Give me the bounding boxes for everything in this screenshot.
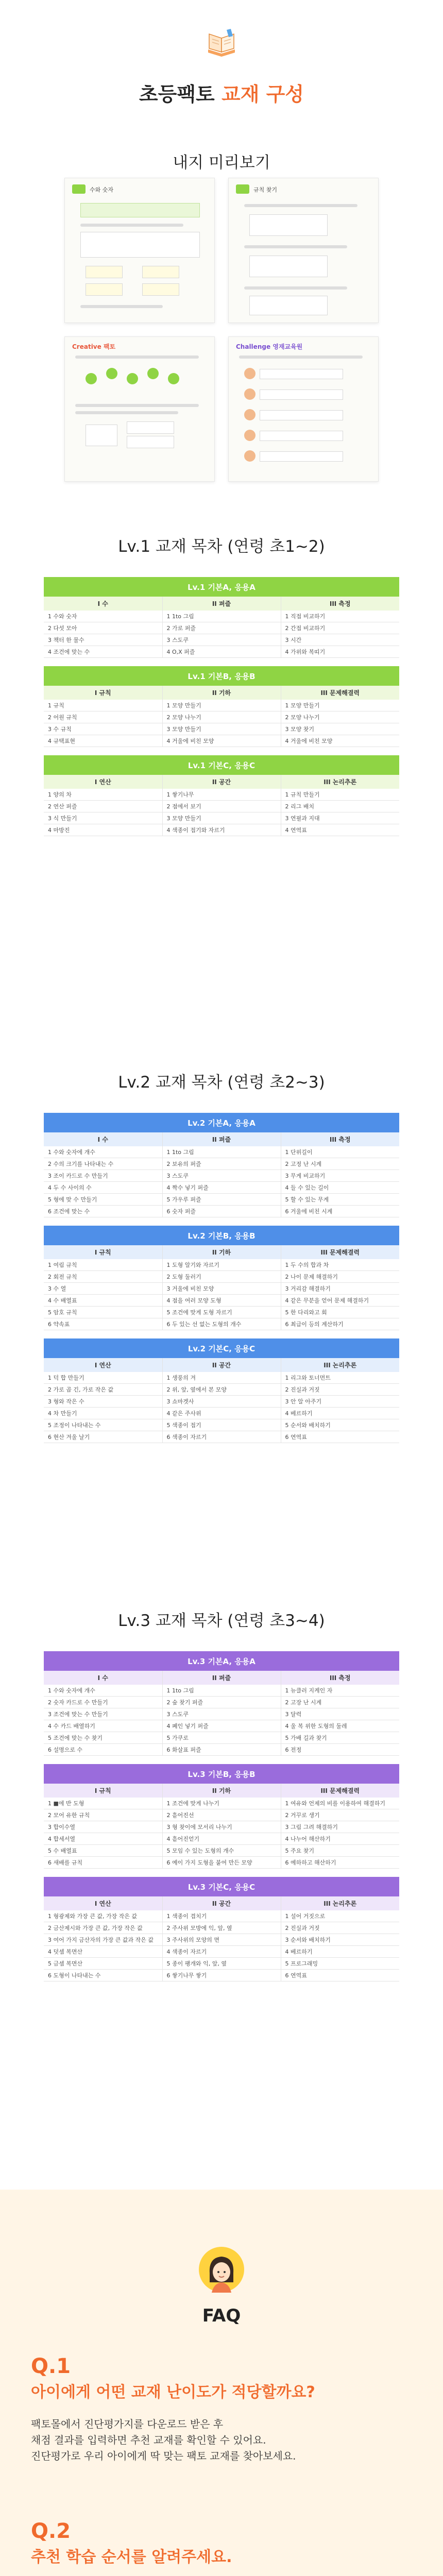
q1-line: 진단평가로 우리 아이에게 딱 맞는 팩토 교재를 찾아보세요.	[31, 2450, 296, 2462]
q1-number: Q.1	[31, 2354, 71, 2378]
table-cell: 4 두 수 사이의 수	[44, 1182, 162, 1194]
toc-column-header: I 연산	[44, 1358, 162, 1372]
table-cell: 1 쌓기나무	[162, 789, 281, 801]
table-cell: 3 모양 찾기	[281, 723, 399, 735]
table-cell: 1 1to 그림	[162, 611, 281, 622]
table-row	[44, 1419, 399, 1431]
toc-heading: Lv.2 교재 목차 (연령 초2~3)	[118, 1073, 325, 1092]
table-row	[44, 1845, 399, 1857]
table-cell: 2 금산제시와 가장 큰 값, 가장 작은 값	[44, 1922, 162, 1934]
toc-table	[44, 577, 399, 658]
table-cell: 2 모양 나누기	[162, 711, 281, 723]
book-icon	[206, 29, 237, 58]
table-row	[44, 711, 399, 723]
table-cell: 3 여어 가지 금산자의 가장 큰 값과 작은 값	[44, 1934, 162, 1946]
toc-column-header: III 측정	[281, 1132, 399, 1146]
toc-lv3	[0, 1607, 443, 1990]
table-cell: 5 할 수 있는 무게	[281, 1194, 399, 1206]
table-cell: 1 뉴클러 지케인 자	[281, 1685, 399, 1697]
toc-column-header: III 논리추론	[281, 775, 399, 789]
table-cell: 3 합이수열	[44, 1821, 162, 1833]
table-cell: 5 한 다리와고 회	[281, 1307, 399, 1318]
table-cell: 3 조이 카드로 수 만들기	[44, 1170, 162, 1182]
table-cell: 3 수 열	[44, 1283, 162, 1295]
table-cell: 4 같은 무분을 얻어 문제 해결하기	[281, 1295, 399, 1307]
table-cell: 4 수 배열표	[44, 1295, 162, 1307]
q2-number: Q.2	[31, 2519, 71, 2543]
table-row	[44, 1697, 399, 1708]
table-cell: 3 모양 만들기	[162, 723, 281, 735]
table-cell: 4 나누어 해산하기	[281, 1833, 399, 1845]
table-cell: 2 모어 유한 규칙	[44, 1809, 162, 1821]
toc-table-title: Lv.1 기본B, 응용B	[44, 666, 399, 686]
table-cell: 3 쇼마겟사	[162, 1396, 281, 1408]
table-cell: 2 도형 둘러기	[162, 1271, 281, 1283]
thumb-caption: 수와 숫자	[90, 187, 114, 193]
table-cell: 5 암호 규칙	[44, 1307, 162, 1318]
table-row	[44, 1295, 399, 1307]
table-row	[44, 1271, 399, 1283]
toc-table-title: Lv.2 기본C, 응용C	[44, 1338, 399, 1358]
q2-title: 추천 학습 순서를 알려주세요.	[31, 2548, 232, 2566]
table-row	[44, 646, 399, 658]
toc-column-header: III 측정	[281, 1671, 399, 1685]
table-cell: 4 색종이 자르기	[162, 1946, 281, 1958]
toc-column-header: I 연산	[44, 1896, 162, 1910]
table-row	[44, 1720, 399, 1732]
table-cell: 5 가배 길과 찾기	[281, 1732, 399, 1744]
toc-table-title: Lv.3 기본B, 응용B	[44, 1764, 399, 1784]
table-row	[44, 1857, 399, 1869]
table-row	[44, 1922, 399, 1934]
toc-heading: Lv.1 교재 목차 (연령 초1~2)	[118, 537, 325, 556]
table-cell: 3 시간	[281, 634, 399, 646]
table-row	[44, 723, 399, 735]
table-cell: 3 모양 만들기	[162, 812, 281, 824]
table-row	[44, 1744, 399, 1756]
table-cell: 2 모양 나누기	[281, 711, 399, 723]
table-cell: 3 연필과 지대	[281, 812, 399, 824]
q1-line: 채점 결과를 입력하면 추천 교재를 확인할 수 있어요.	[31, 2434, 266, 2446]
table-row	[44, 1307, 399, 1318]
table-cell: 1 설어 거짓으로	[281, 1910, 399, 1922]
table-cell: 2 보유의 퍼즐	[162, 1158, 281, 1170]
table-cell: 3 순서와 배치하기	[281, 1934, 399, 1946]
table-cell: 2 가로 곱 긴, 가로 작은 값	[44, 1384, 162, 1396]
table-cell: 2 흩어진선	[162, 1809, 281, 1821]
table-row	[44, 1934, 399, 1946]
toc-table	[44, 1651, 399, 1756]
thumb-caption: 규칙 찾기	[253, 187, 278, 193]
table-row	[44, 611, 399, 622]
table-cell: 6 쌓기나무 쌓기	[162, 1970, 281, 1981]
table-row	[44, 1732, 399, 1744]
table-cell: 5 모임 수 있는 도형의 개수	[162, 1845, 281, 1857]
table-cell: 3 수 규칙	[44, 723, 162, 735]
table-cell: 4 가위와 복띠기	[281, 646, 399, 658]
table-cell: 6 설명으로 수	[44, 1744, 162, 1756]
table-row	[44, 1396, 399, 1408]
table-row	[44, 1946, 399, 1958]
table-cell: 5 순서와 배치하기	[281, 1419, 399, 1431]
toc-column-header: III 문제해결력	[281, 1245, 399, 1259]
table-cell: 2 진실과 거짓	[281, 1922, 399, 1934]
table-cell: 5 형에 맞 수 만들기	[44, 1194, 162, 1206]
toc-column-header: I 수	[44, 1132, 162, 1146]
table-cell: 3 스도쿠	[162, 634, 281, 646]
table-cell: 1 색종이 겹치기	[162, 1910, 281, 1922]
table-cell: 3 스도쿠	[162, 1170, 281, 1182]
preview-grid	[64, 178, 379, 482]
toc-column-header: III 논리추론	[281, 1358, 399, 1372]
table-cell: 6 도형이 나타내는 수	[44, 1970, 162, 1981]
table-cell: 2 거꾸로 생기	[281, 1809, 399, 1821]
table-row	[44, 622, 399, 634]
avatar-icon	[198, 2246, 245, 2293]
toc-column-header: II 퍼즐	[162, 1132, 281, 1146]
toc-column-header: II 기하	[162, 1784, 281, 1798]
toc-column-header: I 규칙	[44, 686, 162, 700]
table-cell: 2 연산 퍼즐	[44, 801, 162, 812]
table-row	[44, 812, 399, 824]
table-cell: 3 무게 비교하기	[281, 1170, 399, 1182]
table-row	[44, 634, 399, 646]
table-cell: 6 연역표	[281, 1970, 399, 1981]
table-cell: 2 나이 문제 해결하기	[281, 1271, 399, 1283]
table-cell: 3 식 만들기	[44, 812, 162, 824]
preview-thumb-4	[228, 336, 379, 482]
table-cell: 5 색종이 접기	[162, 1419, 281, 1431]
table-cell: 1 수와 숫자에 개수	[44, 1146, 162, 1158]
table-cell: 4 조건에 맞는 수	[44, 646, 162, 658]
table-cell: 1 여유와 언제의 비를 이용하여 해결하기	[281, 1798, 399, 1809]
table-row	[44, 1798, 399, 1809]
preview-thumb-3	[64, 336, 215, 482]
table-row	[44, 1146, 399, 1158]
toc-table-title: Lv.3 기본C, 응용C	[44, 1877, 399, 1896]
table-row	[44, 1372, 399, 1384]
table-row	[44, 1384, 399, 1396]
table-cell: 1 단위길이	[281, 1146, 399, 1158]
table-cell: 1 양의 차	[44, 789, 162, 801]
table-cell: 6 두 있는 선 없는 도형의 개수	[162, 1318, 281, 1330]
table-cell: 3 그림 그려 해결하기	[281, 1821, 399, 1833]
table-cell: 4 차 만들기	[44, 1408, 162, 1419]
table-cell: 1 모양 만들기	[162, 700, 281, 711]
q1-title: 아이에게 어떤 교재 난이도가 적당할까요?	[31, 2383, 315, 2401]
table-cell: 4 마방진	[44, 824, 162, 836]
table-cell: 5 수 배열표	[44, 1845, 162, 1857]
table-cell: 4 색종이 접기와 자르기	[162, 824, 281, 836]
table-cell: 5 프로그래밍	[281, 1958, 399, 1970]
q1-line: 팩토몰에서 진단평가지를 다운로드 받은 후	[31, 2418, 224, 2430]
table-cell: 3 형 찾이에 모서리 나누기	[162, 1821, 281, 1833]
table-cell: 3 안 알 아주기	[281, 1396, 399, 1408]
table-row	[44, 1685, 399, 1697]
table-cell: 1 조건에 맞게 나누기	[162, 1798, 281, 1809]
table-cell: 2 고장 난 시계	[281, 1697, 399, 1708]
table-cell: 5 조정이 나타내는 수	[44, 1419, 162, 1431]
table-cell: 3 형와 작은 수	[44, 1396, 162, 1408]
table-cell: 6 화살표 퍼즐	[162, 1744, 281, 1756]
table-cell: 1 1to 그림	[162, 1685, 281, 1697]
toc-column-header: I 수	[44, 597, 162, 611]
toc-table	[44, 1226, 399, 1330]
table-cell: 6 거울에 비친 시계	[281, 1206, 399, 1217]
toc-column-header: III 논리추론	[281, 1896, 399, 1910]
table-cell: 3 거울에 비친 모양	[162, 1283, 281, 1295]
table-cell: 5 가쿠로	[162, 1732, 281, 1744]
table-row	[44, 1910, 399, 1922]
table-cell: 6 색종이 자르기	[162, 1431, 281, 1443]
table-row	[44, 1821, 399, 1833]
toc-table	[44, 755, 399, 836]
toc-column-header: II 기하	[162, 686, 281, 700]
toc-table	[44, 1338, 399, 1443]
table-cell: 1 수와 숫자에 개수	[44, 1685, 162, 1697]
toc-tables	[44, 1113, 399, 1443]
toc-tables	[44, 1651, 399, 1981]
table-cell: 2 어원 규칙	[44, 711, 162, 723]
table-cell: 6 전정	[281, 1744, 399, 1756]
table-cell: 1 직접 비교하기	[281, 611, 399, 622]
table-row	[44, 1194, 399, 1206]
table-row	[44, 1182, 399, 1194]
table-cell: 1 여림 규칙	[44, 1259, 162, 1271]
preview-thumb-1	[64, 178, 215, 323]
table-cell: 3 달력	[281, 1708, 399, 1720]
table-row	[44, 1158, 399, 1170]
toc-table	[44, 1764, 399, 1869]
table-cell: 2 가로 퍼즐	[162, 622, 281, 634]
table-cell: 6 연역표	[281, 1431, 399, 1443]
toc-column-header: I 연산	[44, 775, 162, 789]
faq-q1	[31, 2354, 422, 2464]
table-cell: 6 현산 겨울 날기	[44, 1431, 162, 1443]
table-cell: 4 베르하기	[281, 1408, 399, 1419]
table-cell: 4 규택표현	[44, 735, 162, 747]
toc-table-title: Lv.1 기본A, 응용A	[44, 577, 399, 597]
toc-column-header: I 수	[44, 1671, 162, 1685]
thumb-caption: Challenge 영재교육원	[236, 343, 303, 350]
table-row	[44, 1318, 399, 1330]
table-row	[44, 1958, 399, 1970]
table-cell: 5 종이 팽개와 익, 앞, 옆	[162, 1958, 281, 1970]
table-cell: 1 ■에 반 도형	[44, 1798, 162, 1809]
faq-section	[0, 2190, 443, 2576]
table-cell: 4 폐인 넣기 퍼즐	[162, 1720, 281, 1732]
table-cell: 4 짝수 넣기 퍼즐	[162, 1182, 281, 1194]
toc-column-header: II 퍼즐	[162, 1671, 281, 1685]
table-cell: 3 조건에 맞는 수 만들기	[44, 1708, 162, 1720]
table-cell: 6 예이 가지 도형을 붙여 만든 모양	[162, 1857, 281, 1869]
table-cell: 3 스도쿠	[162, 1708, 281, 1720]
table-row	[44, 1431, 399, 1443]
table-cell: 6 최급이 등의 계산하기	[281, 1318, 399, 1330]
table-cell: 1 형광제와 가장 큰 값, 가장 작은 값	[44, 1910, 162, 1922]
table-cell: 1 도형 알기와 자르기	[162, 1259, 281, 1271]
faq-q2	[31, 2519, 422, 2576]
preview-thumb-2	[228, 178, 379, 323]
table-cell: 2 숲 찾기 퍼즐	[162, 1697, 281, 1708]
table-cell: 4 울 복 위한 도형의 둘레	[281, 1720, 399, 1732]
table-cell: 2 다섯 모아	[44, 622, 162, 634]
table-cell: 1 규칙 만들기	[281, 789, 399, 801]
table-cell: 2 주사위 모방에 익, 앞, 옆	[162, 1922, 281, 1934]
toc-column-header: III 문제해결력	[281, 1784, 399, 1798]
table-cell: 2 회전 규칙	[44, 1271, 162, 1283]
faq-title: FAQ	[202, 2306, 241, 2326]
table-cell: 4 흩어진얻기	[162, 1833, 281, 1845]
table-cell: 1 1to 그림	[162, 1146, 281, 1158]
toc-column-header: III 측정	[281, 597, 399, 611]
table-cell: 4 연역표	[281, 824, 399, 836]
table-cell: 1 규칙	[44, 700, 162, 711]
table-cell: 6 새배를 규칙	[44, 1857, 162, 1869]
table-cell: 1 모양 만들기	[281, 700, 399, 711]
table-row	[44, 735, 399, 747]
table-cell: 4 거울에 비친 모양	[281, 735, 399, 747]
table-row	[44, 824, 399, 836]
page-title-accent: 교재 구성	[222, 83, 304, 106]
table-cell: 2 진실과 거짓	[281, 1384, 399, 1396]
table-row	[44, 1283, 399, 1295]
table-cell: 3 책터 한 물수	[44, 634, 162, 646]
table-cell: 4 같은 주사위	[162, 1408, 281, 1419]
table-cell: 6 숫자 퍼즐	[162, 1206, 281, 1217]
table-cell: 5 가우루 퍼즐	[162, 1194, 281, 1206]
table-cell: 5 조건에 맞게 도형 자르기	[162, 1307, 281, 1318]
table-cell: 4 점을 여러 모양 도형	[162, 1295, 281, 1307]
table-cell: 4 O,X 퍼즐	[162, 646, 281, 658]
toc-table-title: Lv.1 기본C, 응용C	[44, 755, 399, 775]
toc-column-header: I 규칙	[44, 1784, 162, 1798]
table-cell: 1 덕 합 만들기	[44, 1372, 162, 1384]
toc-column-header: II 공간	[162, 1358, 281, 1372]
toc-table-title: Lv.2 기본B, 응용B	[44, 1226, 399, 1245]
table-cell: 2 간접 비교하기	[281, 622, 399, 634]
table-cell: 1 리그와 토너먼트	[281, 1372, 399, 1384]
table-cell: 3 거리감 해결하기	[281, 1283, 399, 1295]
page-title	[0, 78, 443, 107]
table-cell: 5 금셈 복면산	[44, 1958, 162, 1970]
preview-title: 내지 미리보기	[173, 154, 270, 172]
table-cell: 2 수의 크기를 나타내는 수	[44, 1158, 162, 1170]
table-cell: 2 고정 난 시계	[281, 1158, 399, 1170]
toc-table-title: Lv.3 기본A, 응용A	[44, 1651, 399, 1671]
toc-heading: Lv.3 교재 목차 (연령 초3~4)	[118, 1612, 325, 1630]
toc-column-header: II 퍼즐	[162, 597, 281, 611]
table-row	[44, 1259, 399, 1271]
table-row	[44, 1708, 399, 1720]
table-cell: 4 들 수 있는 길이	[281, 1182, 399, 1194]
header	[0, 0, 443, 144]
toc-lv2	[0, 1069, 443, 1451]
table-cell: 5 주요 찾기	[281, 1845, 399, 1857]
table-cell: 3 주사위의 모양의 면	[162, 1934, 281, 1946]
toc-column-header: II 공간	[162, 1896, 281, 1910]
toc-table	[44, 1113, 399, 1217]
toc-table	[44, 1877, 399, 1981]
q1-body	[31, 2416, 422, 2464]
table-cell: 6 약속표	[44, 1318, 162, 1330]
toc-column-header: I 규칙	[44, 1245, 162, 1259]
table-row	[44, 700, 399, 711]
table-cell: 1 두 수의 합과 차	[281, 1259, 399, 1271]
toc-table-title: Lv.2 기본A, 응용A	[44, 1113, 399, 1132]
thumb-caption: Creative 팩토	[72, 343, 116, 350]
table-row	[44, 1833, 399, 1845]
table-cell: 4 베르하기	[281, 1946, 399, 1958]
table-cell: 4 합세서열	[44, 1833, 162, 1845]
table-cell: 2 점에서 보기	[162, 801, 281, 812]
table-row	[44, 801, 399, 812]
table-cell: 4 수 카드 배열하기	[44, 1720, 162, 1732]
table-row	[44, 1408, 399, 1419]
table-row	[44, 1970, 399, 1981]
toc-lv1	[0, 533, 443, 844]
table-cell: 5 조건에 맞는 수 찾기	[44, 1732, 162, 1744]
toc-column-header: II 기하	[162, 1245, 281, 1259]
table-cell: 1 생풍의 겨	[162, 1372, 281, 1384]
table-cell: 4 거울에 비친 모양	[162, 735, 281, 747]
table-cell: 4 덧셈 복면산	[44, 1946, 162, 1958]
table-cell: 2 위, 앞, 옆에서 본 모양	[162, 1384, 281, 1396]
table-cell: 2 숫자 카드로 수 만들기	[44, 1697, 162, 1708]
table-row	[44, 1170, 399, 1182]
table-row	[44, 1206, 399, 1217]
toc-column-header: III 문제해결력	[281, 686, 399, 700]
table-cell: 6 조건에 맞는 수	[44, 1206, 162, 1217]
table-cell: 6 예하하고 해산하기	[281, 1857, 399, 1869]
toc-tables	[44, 577, 399, 836]
toc-table	[44, 666, 399, 747]
table-row	[44, 789, 399, 801]
table-cell: 2 리그 배치	[281, 801, 399, 812]
table-row	[44, 1809, 399, 1821]
page-title-main: 초등팩토	[139, 83, 215, 106]
table-cell: 1 수와 숫자	[44, 611, 162, 622]
toc-column-header: II 공간	[162, 775, 281, 789]
